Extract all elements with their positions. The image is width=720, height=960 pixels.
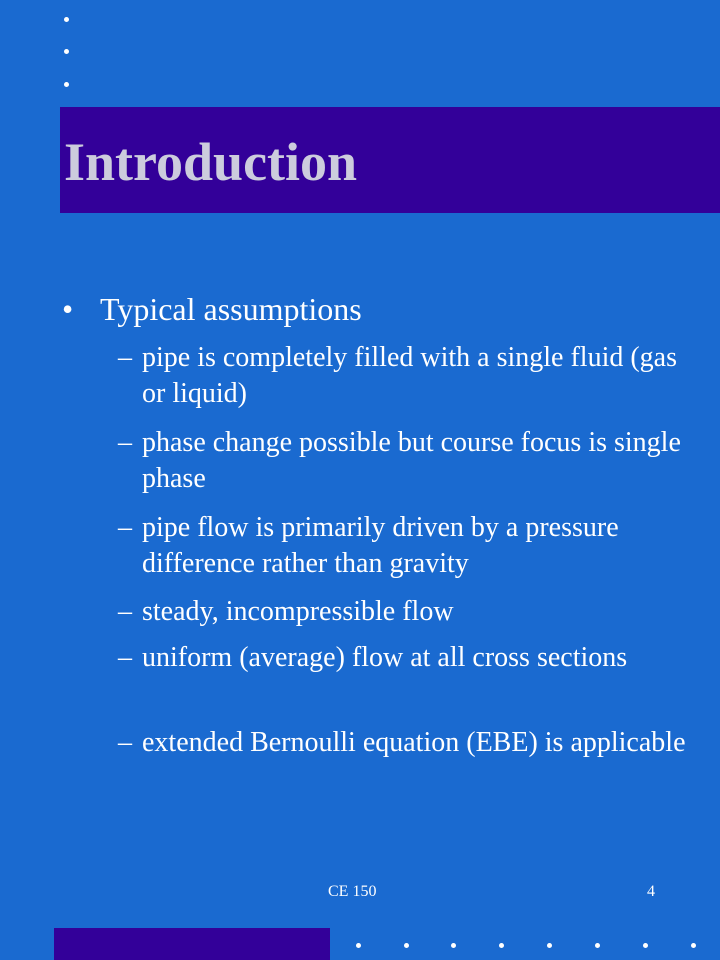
decorative-dot bbox=[691, 943, 696, 948]
decorative-dot bbox=[404, 943, 409, 948]
dash-mark: – bbox=[118, 427, 132, 458]
dash-mark: – bbox=[118, 727, 132, 758]
page-number: 4 bbox=[647, 883, 655, 900]
decorative-dot bbox=[595, 943, 600, 948]
decorative-dot bbox=[356, 943, 361, 948]
bottom-band bbox=[54, 928, 330, 960]
sub-bullet-text: pipe is completely filled with a single fluid (gas or liquid) bbox=[142, 342, 677, 409]
sub-bullet-text: phase change possible but course focus is single phase bbox=[142, 427, 681, 494]
decorative-dot bbox=[64, 82, 69, 87]
decorative-dot bbox=[451, 943, 456, 948]
footer-course: CE 150 bbox=[328, 883, 377, 900]
dash-mark: – bbox=[118, 596, 132, 627]
decorative-dot bbox=[64, 49, 69, 54]
dash-mark: – bbox=[118, 642, 132, 673]
dash-mark: – bbox=[118, 512, 132, 543]
decorative-dot bbox=[547, 943, 552, 948]
sub-bullet-text: extended Bernoulli equation (EBE) is applicable bbox=[142, 727, 686, 758]
main-bullet-text: Typical assumptions bbox=[100, 291, 362, 327]
slide-title: Introduction bbox=[64, 132, 358, 192]
sub-bullet-text: uniform (average) flow at all cross sections bbox=[142, 642, 628, 673]
bullet-mark: • bbox=[62, 291, 74, 327]
decorative-dot bbox=[499, 943, 504, 948]
dash-mark: – bbox=[118, 342, 132, 373]
sub-bullet-text: pipe flow is primarily driven by a pressure difference rather than gravity bbox=[142, 512, 619, 579]
sub-bullet-text: steady, incompressible flow bbox=[142, 596, 454, 627]
decorative-dot bbox=[643, 943, 648, 948]
decorative-dot bbox=[64, 17, 69, 22]
